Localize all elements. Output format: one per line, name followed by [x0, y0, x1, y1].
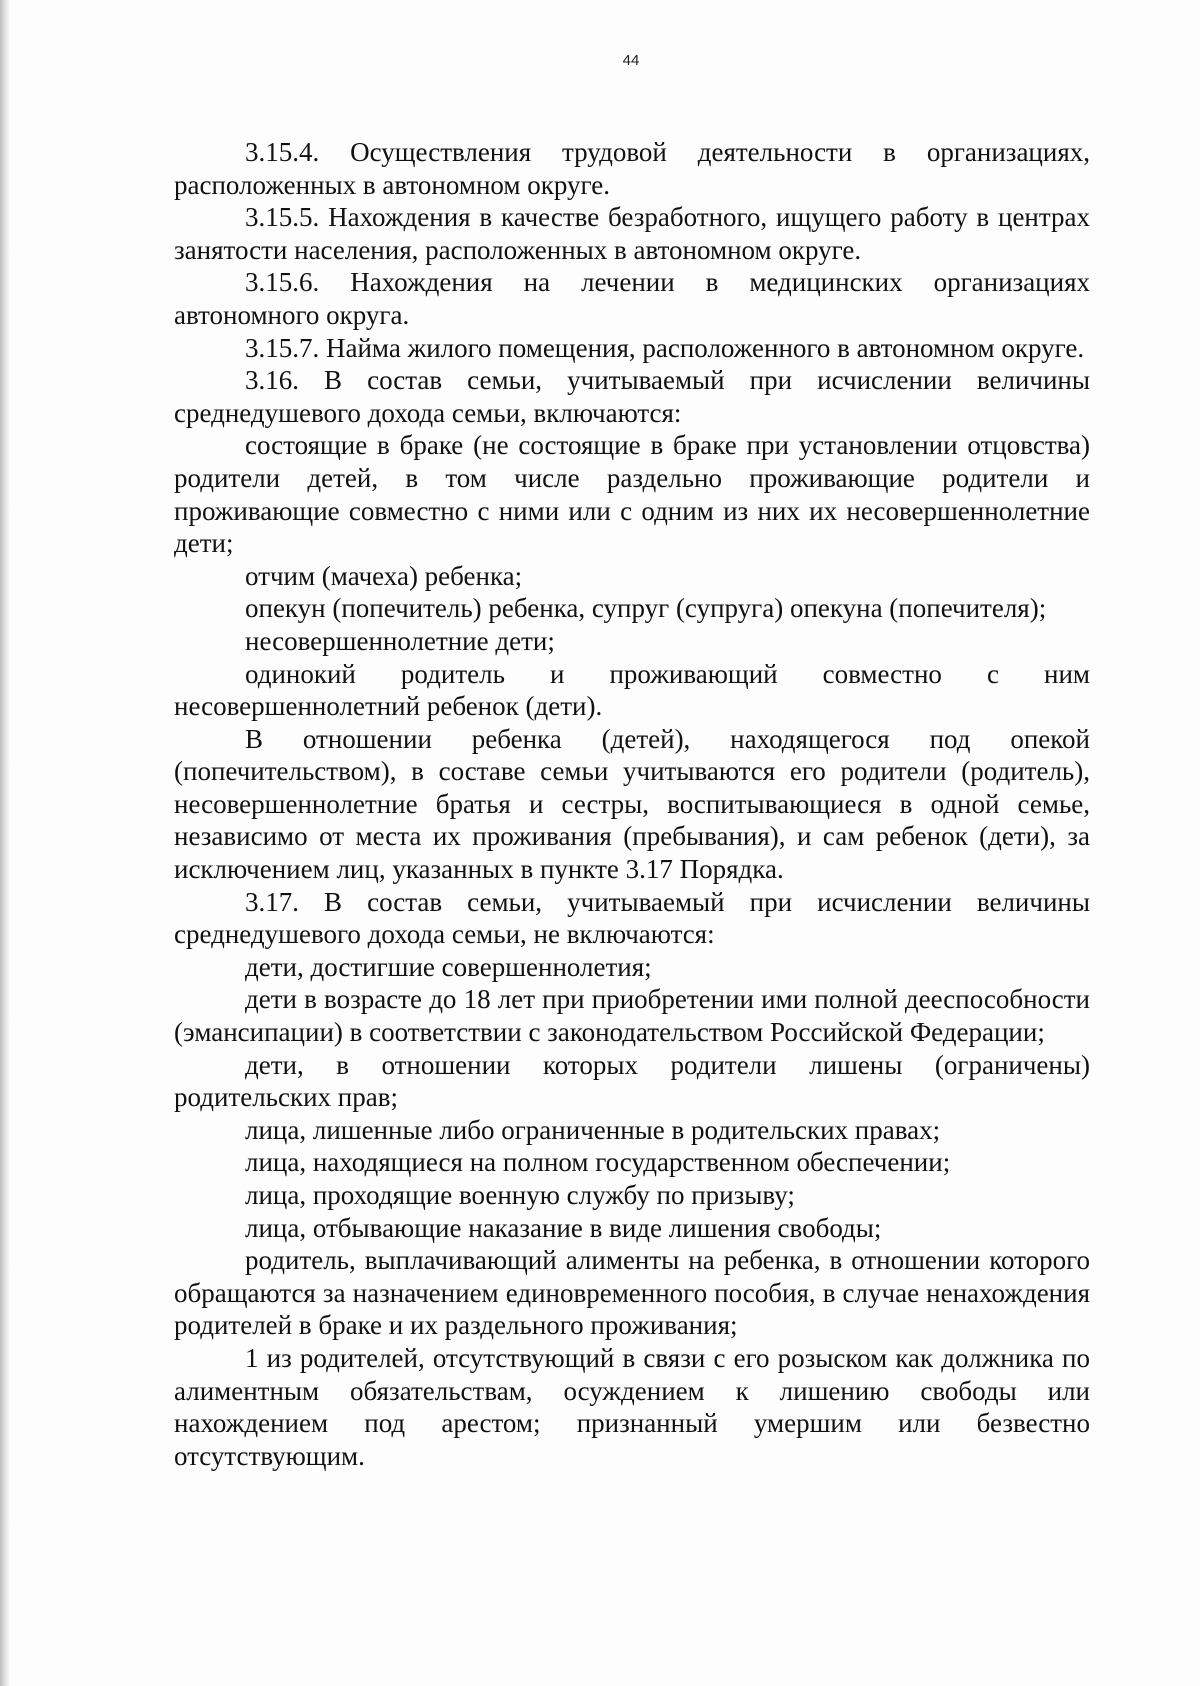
- page-number: 44: [622, 52, 640, 69]
- list-item: 1 из родителей, отсутствующий в связи с его розыском как должника по алиментным обязательствам, осуждением к лишению свободы или нахождением под арестом; признанный умершим или безвестно отсутствующим.: [174, 1342, 1090, 1471]
- list-item: несовершеннолетние дети;: [245, 625, 555, 656]
- list-item: дети, в отношении которых родители лишены (ограничены) родительских прав;: [174, 1049, 1090, 1113]
- list-item: опекун (попечитель) ребенка, супруг (супруга) опекуна (попечителя);: [245, 593, 1047, 624]
- list-item: лица, находящиеся на полном государственном обеспечении;: [245, 1147, 951, 1178]
- paragraph-3-17: 3.17. В состав семьи, учитываемый при исчислении величины среднедушевого дохода семьи, не включаются:: [174, 886, 1090, 950]
- list-item: дети, достигшие совершеннолетия;: [245, 951, 652, 982]
- paragraph-3-15-6: 3.15.6. Нахождения на лечении в медицинских организациях автономного округа.: [174, 267, 1090, 330]
- paragraph-3-15-5: 3.15.5. Нахождения в качестве безработного, ищущего работу в центрах занятости населения, расположенных в автономном округе.: [174, 202, 1090, 265]
- paragraph-3-16: 3.16. В состав семьи, учитываемый при исчислении величины среднедушевого дохода семьи, включаются:: [174, 365, 1090, 428]
- document-body: [174, 136, 1090, 1472]
- list-item: одинокий родитель и проживающий совместно с ним несовершеннолетний ребенок (дети).: [174, 658, 1090, 722]
- list-item: состоящие в браке (не состоящие в браке при установлении отцовства) родители детей, в том числе раздельно проживающие родители и проживающие совместно с ними или с одним из них их несовершеннолетние дети;: [174, 430, 1090, 559]
- list-item: родитель, выплачивающий алименты на ребенка, в отношении которого обращаются за назначением единовременного пособия, в случае ненахождения родителей в браке и их раздельного проживания;: [174, 1245, 1090, 1341]
- list-item: лица, лишенные либо ограниченные в родительских правах;: [245, 1114, 941, 1145]
- list-item: дети в возрасте до 18 лет при приобретении ими полной дееспособности (эмансипации) в соответствии с законодательством Российской Федерации;: [174, 984, 1090, 1048]
- list-item: лица, проходящие военную службу по призыву;: [245, 1180, 795, 1210]
- paragraph-3-15-7: 3.15.7. Найма жилого помещения, расположенного в автономном округе.: [245, 332, 1085, 363]
- paragraph-guardianship: В отношении ребенка (детей), находящегося под опекой (попечительством), в составе семьи учитываются его родители (родитель), несовершеннолетние братья и сестры, воспитывающиеся в одной семье, независимо от места их проживания (пребывания), и сам ребенок (дети), за исключением лиц, указанных в пункте 3.17 Порядка.: [174, 723, 1090, 885]
- list-item: отчим (мачеха) ребенка;: [245, 560, 523, 591]
- scan-edge-shadow: [0, 0, 10, 1686]
- paragraph-3-15-4: 3.15.4. Осуществления трудовой деятельности в организациях, расположенных в автономном округе.: [174, 137, 1090, 200]
- list-item: лица, отбывающие наказание в виде лишения свободы;: [245, 1212, 882, 1243]
